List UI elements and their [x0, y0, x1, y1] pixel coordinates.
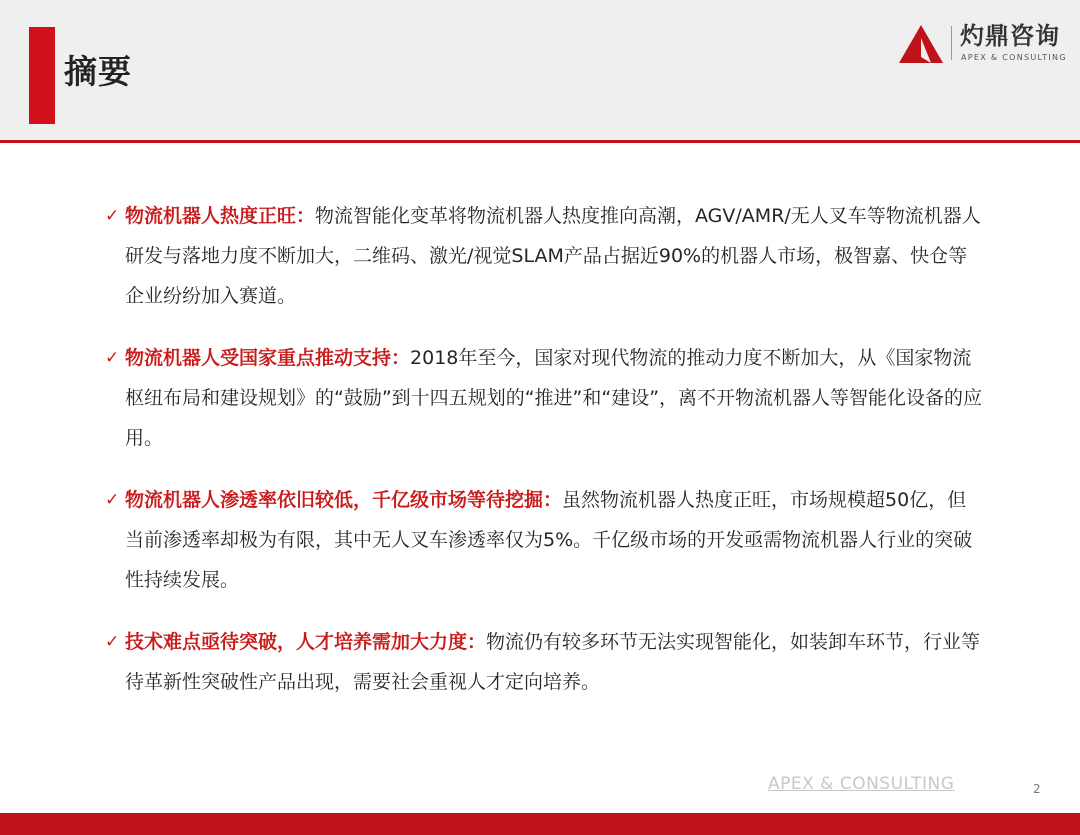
page-title: 摘要 — [64, 52, 132, 91]
header — [0, 0, 1080, 140]
check-icon: ✓ — [105, 206, 120, 226]
summary-item — [105, 338, 985, 458]
logo-name-cn: 灼鼎咨询 — [960, 22, 1060, 50]
check-icon: ✓ — [105, 348, 120, 368]
summary-item-body: 物流仍有较多环节无法实现智能化，如装卸车环节，行业等待革新性突破性产品出现，需要社会重视人才定向培养。 — [125, 631, 981, 693]
logo-divider — [951, 26, 952, 60]
summary-item-heading: 物流机器人受国家重点推动支持： — [125, 347, 411, 369]
summary-item — [105, 622, 985, 702]
footer-bar — [0, 813, 1080, 835]
summary-item — [105, 196, 985, 316]
summary-item-body: 虽然物流机器人热度正旺，市场规模超50亿，但当前渗透率却极为有限，其中无人叉车渗透率仅为5%。千亿级市场的开发亟需物流机器人行业的突破性持续发展。 — [125, 489, 973, 591]
summary-item-text — [105, 480, 985, 600]
summary-item-body: 2018年至今，国家对现代物流的推动力度不断加大，从《国家物流枢纽布局和建设规划》的“鼓励”到十四五规划的“推进”和“建设”，离不开物流机器人等智能化设备的应用。 — [125, 347, 983, 449]
summary-item-heading: 技术难点亟待突破，人才培养需加大力度： — [125, 631, 487, 653]
triangle-logo-icon — [898, 24, 944, 64]
page-number: 2 — [1033, 782, 1041, 796]
summary-item-text — [105, 622, 985, 702]
footer-brand-link[interactable]: APEX & CONSULTING — [768, 774, 955, 794]
company-logo — [898, 20, 1070, 66]
summary-item-body: 物流智能化变革将物流机器人热度推向高潮，AGV/AMR/无人叉车等物流机器人研发与落地力度不断加大，二维码、激光/视觉SLAM产品占据近90%的机器人市场，极智嘉、快仓等企业纷纷加入赛道。 — [125, 205, 981, 307]
summary-item-heading: 物流机器人渗透率依旧较低，千亿级市场等待挖掘： — [125, 489, 563, 511]
summary-item-heading: 物流机器人热度正旺： — [125, 205, 316, 227]
logo-name-en: APEX & CONSULTING — [961, 53, 1067, 62]
check-icon: ✓ — [105, 632, 120, 652]
check-icon: ✓ — [105, 490, 120, 510]
summary-item — [105, 480, 985, 600]
header-divider — [0, 140, 1080, 143]
summary-item-text — [105, 338, 985, 458]
title-accent-bar — [29, 27, 55, 124]
summary-list — [105, 196, 985, 724]
summary-item-text — [105, 196, 985, 316]
